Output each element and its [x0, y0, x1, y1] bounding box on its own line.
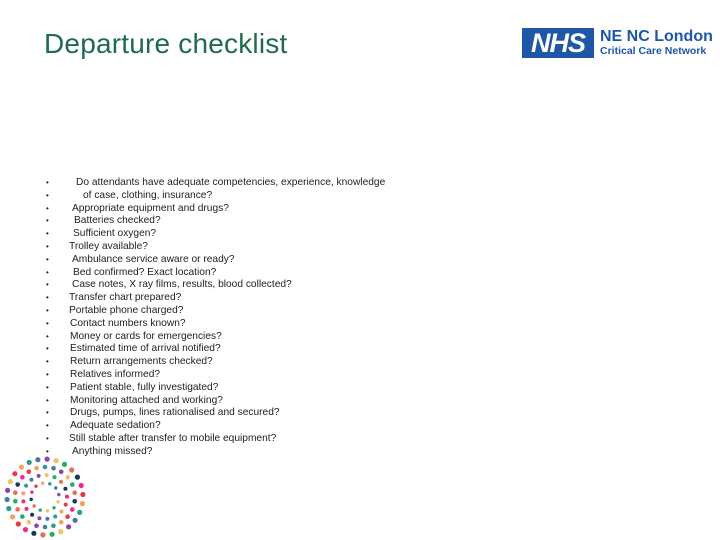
- swirl-dot: [12, 471, 17, 476]
- checklist-item-text: Sufficient oxygen?: [73, 228, 157, 240]
- bullet-dot-icon: •: [46, 178, 49, 187]
- bullet-dot-icon: •: [46, 242, 49, 251]
- bullet-dot-icon: •: [46, 421, 49, 431]
- checklist-item: [0, 176, 720, 189]
- swirl-dot: [40, 532, 45, 537]
- swirl-dot: [41, 481, 44, 484]
- checklist-item-text: of case, clothing, insurance?: [83, 189, 213, 201]
- checklist-item-text: Ambulance service aware or ready?: [72, 253, 235, 265]
- swirl-dot: [15, 482, 20, 487]
- checklist-item-text: Appropriate equipment and drugs?: [72, 202, 229, 214]
- bullet-dot-icon: •: [46, 408, 49, 418]
- swirl-dot: [35, 457, 40, 462]
- swirl-dot: [46, 509, 49, 512]
- checklist-item: [0, 304, 720, 317]
- checklist-item: [0, 202, 720, 215]
- swirl-dot: [24, 507, 28, 511]
- checklist-item: [0, 266, 720, 279]
- swirl-dot: [34, 484, 37, 487]
- checklist-item-text: Transfer chart prepared?: [69, 292, 182, 304]
- checklist-item: [0, 355, 720, 368]
- swirl-dot: [65, 514, 70, 519]
- bullet-dot-icon: •: [46, 434, 49, 443]
- swirl-dot: [72, 490, 77, 495]
- swirl-dot: [54, 486, 57, 489]
- checklist-item-text: Money or cards for emergencies?: [70, 330, 222, 342]
- bullet-dot-icon: •: [46, 229, 49, 239]
- swirl-dot: [70, 482, 75, 487]
- checklist-item: [0, 432, 720, 445]
- bullet-dot-icon: •: [46, 254, 49, 264]
- checklist-item-text: Monitoring attached and working?: [70, 394, 223, 406]
- checklist-item: [0, 227, 720, 240]
- swirl-dot: [10, 514, 15, 519]
- swirl-dot: [80, 501, 85, 506]
- checklist-item: [0, 394, 720, 407]
- swirl-dot: [37, 474, 41, 478]
- swirl-dot: [48, 482, 51, 485]
- swirl-dot: [19, 465, 24, 470]
- bullet-dot-icon: •: [46, 216, 49, 226]
- swirl-dot: [13, 499, 18, 504]
- swirl-dot: [56, 500, 59, 503]
- bullet-dot-icon: •: [46, 318, 49, 328]
- nhs-logo-mark: NHS: [522, 28, 594, 58]
- checklist-item-text: Anything missed?: [72, 445, 153, 457]
- bullet-dot-icon: •: [46, 267, 49, 277]
- swirl-dot: [29, 478, 33, 482]
- swirl-dot: [29, 498, 32, 501]
- swirl-dot: [66, 524, 71, 529]
- network-name-line1: NE NC London: [600, 28, 713, 46]
- swirl-dot: [26, 469, 31, 474]
- swirl-dot: [59, 520, 64, 525]
- swirl-dot: [37, 516, 41, 520]
- swirl-dot: [38, 508, 41, 511]
- checklist-item-text: Trolley available?: [69, 241, 148, 252]
- swirl-dot: [50, 532, 55, 537]
- swirl-dot: [5, 488, 10, 493]
- checklist-item-text: Relatives informed?: [70, 369, 161, 380]
- swirl-dot: [59, 509, 63, 513]
- network-name: [600, 28, 713, 57]
- swirl-dot: [58, 529, 63, 534]
- swirl-dot: [8, 479, 13, 484]
- checklist-item: [0, 342, 720, 355]
- swirl-dot: [6, 506, 11, 511]
- swirl-dot: [43, 465, 48, 470]
- swirl-dot: [27, 460, 32, 465]
- checklist-item: [0, 291, 720, 304]
- checklist-item: [0, 253, 720, 266]
- checklist-item: [0, 189, 720, 202]
- swirl-dot: [51, 523, 56, 528]
- bullet-dot-icon: •: [46, 344, 49, 354]
- checklist-item: [0, 214, 720, 227]
- checklist-item: [0, 278, 720, 291]
- swirl-dot: [59, 469, 64, 474]
- swirl-dot: [45, 457, 50, 462]
- checklist-item-text: Portable phone charged?: [69, 305, 184, 316]
- checklist-item: [0, 317, 720, 330]
- swirl-dot: [77, 510, 82, 515]
- swirl-dot: [72, 499, 77, 504]
- bullet-dot-icon: •: [46, 370, 49, 379]
- checklist-item-text: Patient stable, fully investigated?: [70, 381, 219, 393]
- checklist-item-text: Batteries checked?: [74, 215, 161, 227]
- page-title: Departure checklist: [44, 28, 288, 59]
- network-name-line2: Critical Care Network: [600, 45, 707, 58]
- swirl-dot: [73, 518, 78, 523]
- swirl-dot: [43, 525, 48, 530]
- swirl-dot: [21, 491, 25, 495]
- bullet-dot-icon: •: [46, 331, 49, 341]
- swirl-dot: [62, 462, 67, 467]
- swirl-dot: [59, 480, 63, 484]
- swirl-dot: [5, 497, 10, 502]
- checklist-item: [0, 240, 720, 253]
- checklist-item: [0, 381, 720, 394]
- swirl-dot: [24, 484, 28, 488]
- swirl-dot: [20, 475, 25, 480]
- checklist-item-text: Estimated time of arrival notified?: [70, 343, 221, 355]
- swirl-dot: [51, 466, 56, 471]
- swirl-dot: [34, 466, 39, 471]
- bullet-dot-icon: •: [46, 382, 49, 392]
- bullet-dot-icon: •: [46, 203, 49, 213]
- checklist-item: [0, 445, 720, 458]
- swirl-dot: [69, 467, 74, 472]
- checklist-item-text: Contact numbers known?: [70, 317, 186, 329]
- bullet-dot-icon: •: [46, 293, 49, 303]
- swirl-dot: [30, 513, 34, 517]
- swirl-dot: [31, 531, 36, 536]
- swirl-dot: [63, 487, 67, 491]
- bullet-dot-icon: •: [46, 357, 49, 367]
- swirl-dot: [23, 527, 28, 532]
- swirl-dot: [54, 458, 59, 463]
- checklist-item: [0, 406, 720, 419]
- swirl-dot: [45, 517, 49, 521]
- swirl-dot: [53, 514, 57, 518]
- swirl-dot: [30, 490, 33, 493]
- checklist-item-text: Do attendants have adequate competencies, experience, knowledge: [76, 177, 386, 188]
- swirl-dot: [70, 507, 75, 512]
- swirl-dot: [15, 507, 20, 512]
- checklist-item-text: Adequate sedation?: [70, 420, 161, 432]
- bullet-dot-icon: •: [46, 446, 49, 456]
- swirl-dot: [80, 492, 85, 497]
- swirl-dot: [75, 475, 80, 480]
- checklist-item-text: Drugs, pumps, lines rationalised and secured?: [70, 407, 280, 419]
- bullet-dot-icon: •: [46, 306, 49, 315]
- checklist-item-text: Still stable after transfer to mobile equipment?: [69, 433, 277, 444]
- bullet-dot-icon: •: [46, 280, 49, 290]
- bullet-dot-icon: •: [46, 190, 49, 200]
- swirl-dot: [57, 493, 60, 496]
- bullet-dot-icon: •: [46, 395, 49, 405]
- swirl-dot: [45, 473, 49, 477]
- checklist-item: [0, 368, 720, 381]
- swirl-dot: [79, 483, 84, 488]
- swirl-dot: [34, 523, 39, 528]
- swirl-dot: [21, 499, 25, 503]
- swirl-dot: [52, 506, 55, 509]
- swirl-dot: [20, 514, 25, 519]
- swirl-dot: [16, 521, 21, 526]
- swirl-dot: [52, 475, 56, 479]
- dotted-swirl-decoration: [0, 455, 100, 540]
- swirl-dot: [13, 490, 18, 495]
- checklist-item: [0, 419, 720, 432]
- swirl-dot: [64, 503, 68, 507]
- swirl-dot: [65, 475, 70, 480]
- swirl-dot: [32, 504, 35, 507]
- checklist-item-text: Case notes, X ray films, results, blood collected?: [72, 279, 292, 291]
- nhs-logo: [522, 28, 713, 58]
- swirl-dot: [65, 495, 69, 499]
- checklist-item: [0, 330, 720, 343]
- checklist-item-text: Return arrangements checked?: [70, 356, 213, 368]
- checklist-item-text: Bed confirmed? Exact location?: [73, 266, 217, 278]
- swirl-dot: [26, 520, 31, 525]
